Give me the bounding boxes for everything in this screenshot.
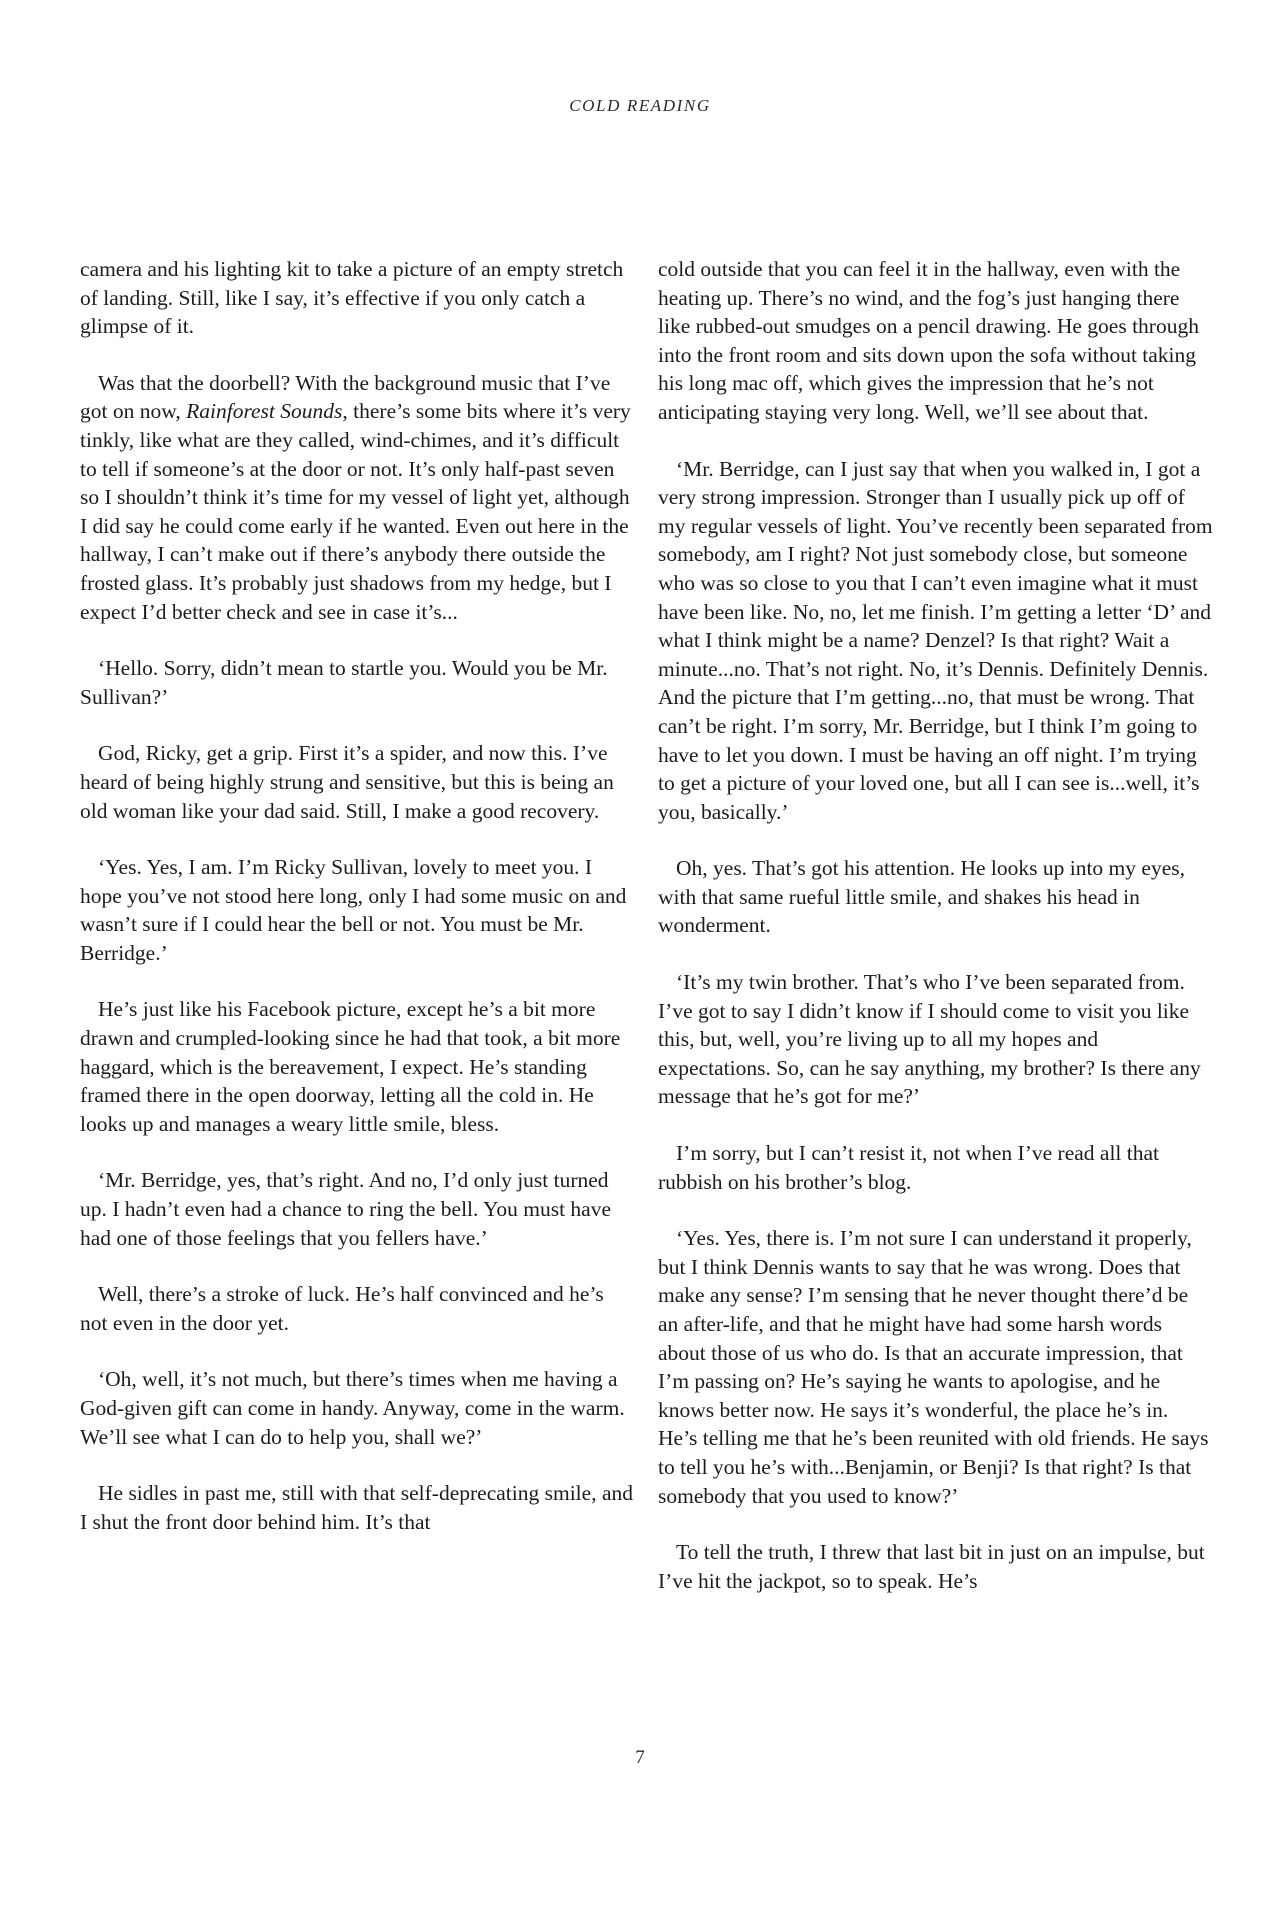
paragraph: ‘Oh, well, it’s not much, but there’s times when me having a God-given gift can come in handy. Anyway, come in the warm. We’ll see what I can do to help you, shall we?’ bbox=[80, 1367, 625, 1449]
right-column bbox=[658, 255, 1213, 1595]
paragraph: camera and his lighting kit to take a picture of an empty stretch of landing. Still, like I say, it’s effective if you only catch a glimpse of it. bbox=[80, 257, 624, 339]
paragraph-text: Was that the doorbell? With the background music that I’ve got on now, bbox=[80, 370, 611, 424]
paragraph: ‘Mr. Berridge, yes, that’s right. And no, I’d only just turned up. I hadn’t even had a chance to ring the bell. You must have had one of those feelings that you fellers have.’ bbox=[80, 1168, 612, 1250]
running-head: COLD READING bbox=[569, 96, 711, 115]
left-column bbox=[80, 255, 635, 1536]
paragraph: Oh, yes. That’s got his attention. He looks up into my eyes, with that same rueful little smile, and shakes his head in wonderment. bbox=[658, 856, 1185, 938]
paragraph: ‘It’s my twin brother. That’s who I’ve been separated from. I’ve got to say I didn’t know if I should come to visit you like this, but, well, you’re living up to all my hopes and expectations. So, can he say anything, my brother? Is there any message that he’s got for me?’ bbox=[658, 970, 1201, 1109]
paragraph: To tell the truth, I threw that last bit in just on an impulse, but I’ve hit the jackpot, so to speak. He’s bbox=[658, 1540, 1205, 1593]
paragraph: ‘Yes. Yes, there is. I’m not sure I can understand it properly, but I think Dennis wants to say that he was wrong. Does that make any sense? I’m sensing that he never thought there’d be an after-life, and that he might have had some harsh words about those of us who do. Is that an accurate impression, that I’m passing on? He’s saying he wants to apologise, and he knows better now. He says it’s wonderful, the place he’s in. He’s telling me that he’s been reunited with old friends. He says to tell you he’s with...Benjamin, or Benji? Is that right? Is that somebody that you used to know?’ bbox=[658, 1226, 1209, 1508]
paragraph: ‘Hello. Sorry, didn’t mean to startle you. Would you be Mr. Sullivan?’ bbox=[80, 656, 608, 709]
paragraph-text: , there’s some bits where it’s very tinkly, like what are they called, wind-chimes, and it’s difficult to tell if someone’s at the door or not. It’s only half-past seven so I shouldn’t think it’s time for my vessel of light yet, although I did say he could come early if he wanted. Even out here in the hallway, I can’t make out if there’s anybody there outside the frosted glass. It’s probably just shadows from my hedge, but I expect I’d better check and see in case it’s... bbox=[80, 399, 631, 624]
paragraph: He sidles in past me, still with that self-deprecating smile, and I shut the front door behind him. It’s that bbox=[80, 1481, 633, 1534]
music-title: Rainforest Sounds bbox=[186, 399, 343, 424]
paragraph: He’s just like his Facebook picture, except he’s a bit more drawn and crumpled-looking since he had that took, a bit more haggard, which is the bereavement, I expect. He’s standing framed there in the open doorway, letting all the cold in. He looks up and manages a weary little smile, bless. bbox=[80, 997, 621, 1136]
paragraph: ‘Yes. Yes, I am. I’m Ricky Sullivan, lovely to meet you. I hope you’ve not stood here long, only I had some music on and wasn’t sure if I could hear the bell or not. You must be Mr. Berridge.’ bbox=[80, 855, 627, 965]
page-number: 7 bbox=[635, 1747, 645, 1768]
paragraph: Well, there’s a stroke of luck. He’s half convinced and he’s not even in the door yet. bbox=[80, 1282, 604, 1335]
paragraph bbox=[80, 369, 635, 626]
paragraph: God, Ricky, get a grip. First it’s a spider, and now this. I’ve heard of being highly strung and sensitive, but this is being an old woman like your dad said. Still, I make a good recovery. bbox=[80, 741, 614, 823]
paragraph: I’m sorry, but I can’t resist it, not when I’ve read all that rubbish on his brother’s blog. bbox=[658, 1141, 1160, 1194]
paragraph: ‘Mr. Berridge, can I just say that when you walked in, I got a very strong impression. Stronger than I usually pick up off of my regular vessels of light. You’ve recently been separated from somebody, am I right? Not just somebody close, but someone who was so close to you that I can’t even imagine what it must have been like. No, no, let me finish. I’m getting a letter ‘D’ and what I think might be a name? Denzel? Is that right? Wait a minute...no. That’s not right. No, it’s Dennis. Definitely Dennis. And the picture that I’m getting...no, that must be wrong. That can’t be right. I’m sorry, Mr. Berridge, but I think I’m going to have to let you down. I must be having an off night. I’m trying to get a picture of your loved one, but all I can see is...well, it’s you, basically.’ bbox=[658, 456, 1213, 824]
paragraph: cold outside that you can feel it in the hallway, even with the heating up. There’s no wind, and the fog’s just hanging there like rubbed-out smudges on a pencil drawing. He goes through into the front room and sits down upon the sofa without taking his long mac off, which gives the impression that he’s not anticipating staying very long. Well, we’ll see about that. bbox=[658, 257, 1199, 424]
